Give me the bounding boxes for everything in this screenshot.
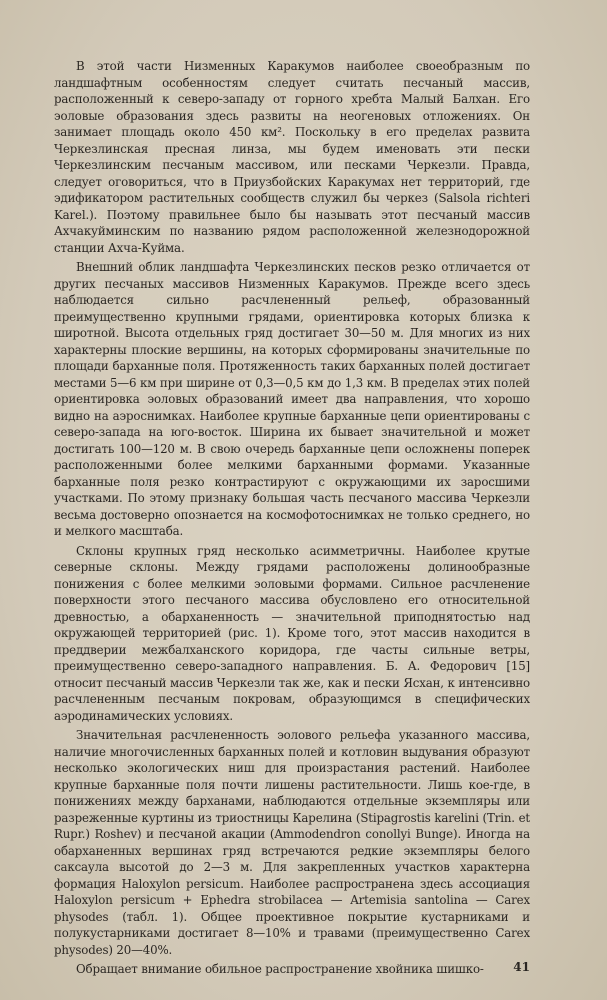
paragraph-4: Значительная расчлененность эолового рельефа указанного массива, наличие многочисленных барханных полей и котловин выдувания образуют несколько экологических ниш для произрастания растений. Наиболее крупные барханные поля почти лишены растительности. Лишь кое-где, в понижениях между барханами, наблюдаются отдельные экземпляры или разреженные куртины из триостницы Карелина (Stipagrostis karelini (Trin. et Rupr.) Roshev) и песчаной акации (Ammodendron conollyi Bunge). Иногда на обарханенных вершинах гряд встречаются редкие экземпляры белого саксаула высотой до 2—3 м. Для закрепленных участков характерна формация Haloxylon persicum. Наиболее распространена здесь ассоциация Haloxylon persicum + Ephedra strobilacea — Artemisia santolina — Carex physodes (табл. 1). Общее проективное покрытие кустарниками и полукустарниками достигает 8—10% и травами (преимущественно Carex physodes) 20—40%.: [54, 728, 530, 957]
body-text: [54, 58, 530, 978]
page-number: 41: [513, 960, 530, 974]
paragraph-1: В этой части Низменных Каракумов наиболее своеобразным по ландшафтным особенностям следует считать песчаный массив, расположенный к северо-западу от горного хребта Малый Балхан. Его эоловые образования здесь развиты на неогеновых отложениях. Он занимает площадь около 450 км². Поскольку в его пределах развита Черкезлинская пресная линза, мы будем именовать эти пески Черкезлинским песчаным массивом, или песками Черкезли. Правда, следует оговориться, что в Приузбойских Каракумах нет территорий, где эдификатором растительных сообществ служил бы черкез (Salsola richteri Karel.). Поэтому правильнее было бы называть этот песчаный массив Ахчакуйминским по названию рядом расположенной железнодорожной станции Ахча-Куйма.: [54, 59, 530, 255]
paragraph-5: Обращает внимание обильное распространение хвойника шишко-: [76, 962, 484, 976]
paragraph-2: Внешний облик ландшафта Черкезлинских песков резко отличается от других песчаных массивов Низменных Каракумов. Прежде всего здесь наблюдается сильно расчлененный рельеф, образованный преимущественно крупными грядами, ориентировка которых близка к широтной. Высота отдельных гряд достигает 30—50 м. Для многих из них характерны плоские вершины, на которых сформированы значительные по площади барханные поля. Протяженность таких барханных полей достигает местами 5—6 км при ширине от 0,3—0,5 км до 1,3 км. В пределах этих полей ориентировка эоловых образований имеет два направления, что хорошо видно на аэроснимках. Наиболее крупные барханные цепи ориентированы с северо-запада на юго-восток. Ширина их бывает значительной и может достигать 100—120 м. В свою очередь барханные цепи осложнены поперек расположенными более мелкими барханными формами. Указанные барханные поля резко контрастируют с окружающими их заросшими участками. По этому признаку большая часть песчаного массива Черкезли весьма достоверно опознается на космофотоснимках не только среднего, но и мелкого масштаба.: [54, 260, 530, 538]
paragraph-3: Склоны крупных гряд несколько асимметричны. Наиболее крутые северные склоны. Между грядами расположены долинообразные понижения с более мелкими эоловыми формами. Сильное расчленение поверхности этого песчаного массива обусловлено его относительной древностью, а обарханенность — значительной приподнятостью над окружающей территорией (рис. 1). Кроме того, этот массив находится в преддверии межбалханского коридора, где часты сильные ветры, преимущественно северо-западного направления. Б. А. Федорович [15] относит песчаный массив Черкезли так же, как и пески Ясхан, к интенсивно расчлененным песчаным покровам, образующимся в специфических аэродинамических условиях.: [54, 543, 530, 723]
